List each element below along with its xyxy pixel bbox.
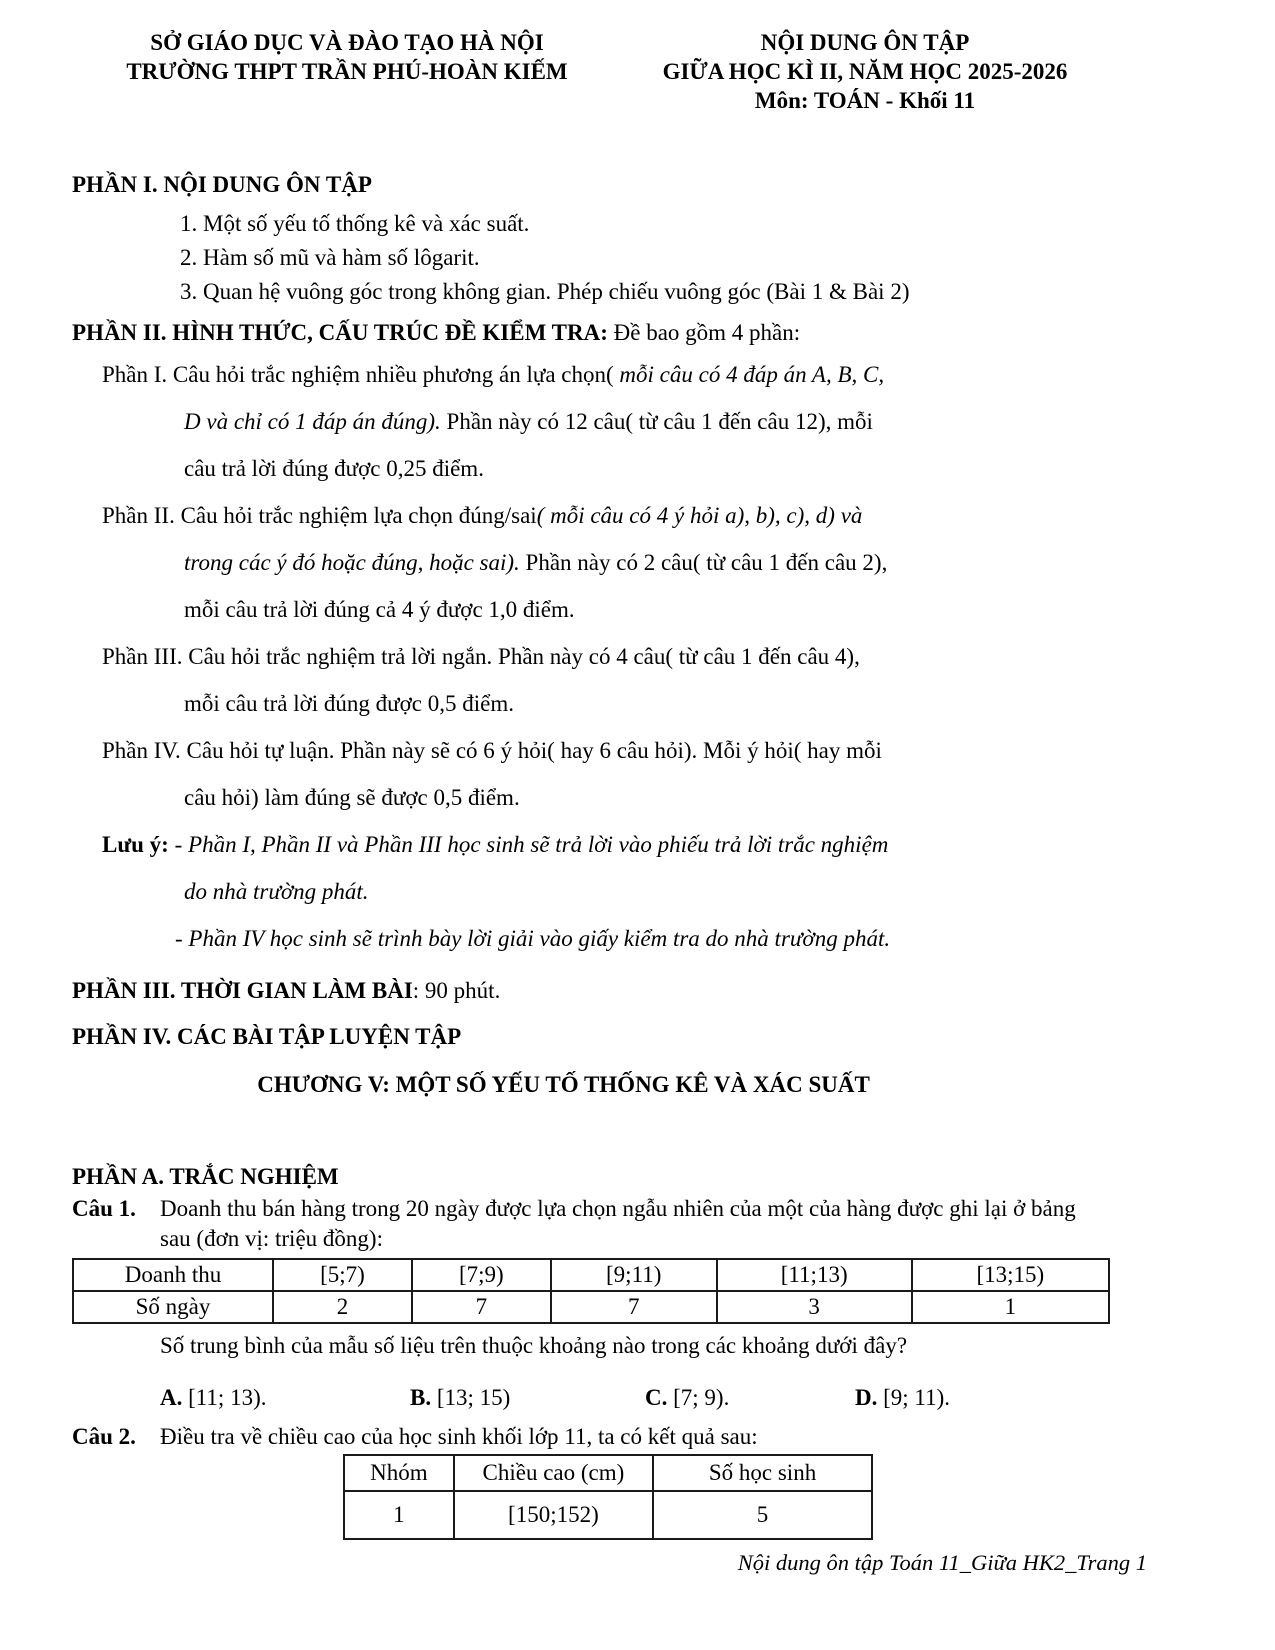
- header-school-block: [97, 28, 597, 115]
- section3-title-bold: PHẦN III. THỜI GIAN LÀM BÀI: [72, 978, 413, 1003]
- paragraph-line: [102, 351, 1205, 398]
- text-run-italic: Phần I, Phần II và Phần III học sinh sẽ trả lời vào phiếu trả lời trắc nghiệm: [188, 832, 889, 857]
- section2-title-rest: Đề bao gồm 4 phần:: [607, 320, 801, 345]
- table-header-row: [344, 1455, 872, 1491]
- section4-title: PHẦN IV. CÁC BÀI TẬP LUYỆN TẬP: [72, 1024, 462, 1049]
- note-line: [184, 868, 1205, 915]
- option-d: [855, 1378, 950, 1418]
- header-doc-subject: Môn: TOÁN - Khối 11: [754, 88, 976, 113]
- question-1-text-line: Doanh thu bán hàng trong 20 ngày được lựa chọn ngẫu nhiên của một của hàng được ghi lại ở bảng: [160, 1196, 1076, 1221]
- table-row: [344, 1491, 872, 1539]
- text-run-italic: D và chỉ có 1 đáp án đúng).: [184, 409, 441, 434]
- note-line: [175, 915, 1205, 962]
- option-d-value: [9; 11).: [877, 1385, 950, 1410]
- table-row: [73, 1291, 1109, 1323]
- note-line: [102, 821, 1205, 868]
- section2-title-bold: PHẦN II. HÌNH THỨC, CẤU TRÚC ĐỀ KIỂM TRA:: [72, 320, 608, 345]
- paragraph-line: [184, 398, 1205, 445]
- table-cell: 5: [653, 1491, 872, 1539]
- question-1: [72, 1194, 1205, 1254]
- option-b-value: [13; 15): [431, 1385, 511, 1410]
- section2-title: [72, 315, 1205, 351]
- question-2-text: Điều tra về chiều cao của học sinh khối lớp 11, ta có kết quả sau:: [160, 1424, 758, 1449]
- paragraph-line: [102, 492, 1205, 539]
- table-cell: [5;7): [273, 1259, 412, 1291]
- header-department: SỞ GIÁO DỤC VÀ ĐÀO TẠO HÀ NỘI: [150, 30, 544, 55]
- question-1-options: [160, 1378, 1205, 1418]
- paragraph-line: [184, 445, 1205, 492]
- question-2-label: Câu 2.: [72, 1424, 136, 1449]
- question-2: [72, 1422, 1205, 1452]
- text-run: câu trả lời đúng được 0,25 điểm.: [184, 456, 484, 481]
- header-doc-title: NỘI DUNG ÔN TẬP: [760, 30, 970, 55]
- table-header-cell: Nhóm: [344, 1455, 454, 1491]
- table-row: [73, 1259, 1109, 1291]
- question-1-text-line: sau (đơn vị: triệu đồng):: [160, 1226, 383, 1251]
- text-run: Phần IV. Câu hỏi tự luận. Phần này sẽ có 6 ý hỏi( hay 6 câu hỏi). Mỗi ý hỏi( hay mỗi: [102, 738, 882, 763]
- table-cell: [150;152): [454, 1491, 653, 1539]
- table-cell: Doanh thu: [73, 1259, 273, 1291]
- list-item: 3. Quan hệ vuông góc trong không gian. Phép chiếu vuông góc (Bài 1 & Bài 2): [180, 279, 910, 304]
- page-footer: Nội dung ôn tập Toán 11_Giữa HK2_Trang 1: [737, 1550, 1147, 1575]
- text-run: Phần này có 12 câu( từ câu 1 đến câu 12), mỗi: [440, 409, 873, 434]
- text-run: mỗi câu trả lời đúng được 0,5 điểm.: [184, 691, 514, 716]
- text-run-italic: - Phần IV học sinh sẽ trình bày lời giải vào giấy kiểm tra do nhà trường phát.: [175, 926, 891, 951]
- document-header: [72, 28, 1205, 115]
- table-cell: 1: [344, 1491, 454, 1539]
- table-cell: Số ngày: [73, 1291, 273, 1323]
- paragraph-line: [102, 727, 1205, 774]
- table-cell: [11;13): [717, 1259, 912, 1291]
- table-cell: 7: [551, 1291, 717, 1323]
- text-run-italic: trong các ý đó hoặc đúng, hoặc sai).: [184, 550, 520, 575]
- text-run-italic: mỗi câu có 4 đáp án A, B, C,: [613, 362, 885, 387]
- text-run: Phần II. Câu hỏi trắc nghiệm lựa chọn đúng/sai: [102, 503, 537, 528]
- header-title-block: [640, 28, 1090, 115]
- text-run: Phần này có 2 câu( từ câu 1 đến câu 2),: [519, 550, 888, 575]
- section3-title-rest: : 90 phút.: [412, 978, 501, 1003]
- question-1-data-table: [72, 1258, 1110, 1324]
- section3-title: [72, 972, 1205, 1010]
- option-a-label: A.: [160, 1385, 183, 1410]
- text-run-italic: do nhà trường phát.: [184, 879, 369, 904]
- text-run: -: [168, 832, 189, 857]
- table-header-cell: Chiều cao (cm): [454, 1455, 653, 1491]
- paragraph-line: [102, 633, 1205, 680]
- text-run: mỗi câu trả lời đúng cả 4 ý được 1,0 điểm.: [184, 597, 575, 622]
- table-header-cell: Số học sinh: [653, 1455, 872, 1491]
- section1-list: [72, 207, 1205, 309]
- table-cell: 3: [717, 1291, 912, 1323]
- chapter-title: CHƯƠNG V: MỘT SỐ YẾU TỐ THỐNG KÊ VÀ XÁC SUẤT: [257, 1072, 870, 1097]
- text-run-italic: ( mỗi câu có 4 ý hỏi a), b), c), d) và: [536, 503, 863, 528]
- table-cell: 7: [412, 1291, 551, 1323]
- section1-title: PHẦN I. NỘI DUNG ÔN TẬP: [72, 172, 372, 197]
- text-run: câu hỏi) làm đúng sẽ được 0,5 điểm.: [184, 785, 520, 810]
- sectionA-title: PHẦN A. TRẮC NGHIỆM: [72, 1164, 339, 1189]
- table-cell: [9;11): [551, 1259, 717, 1291]
- paragraph-line: [184, 680, 1205, 727]
- table-cell: 2: [273, 1291, 412, 1323]
- list-item: 1. Một số yếu tố thống kê và xác suất.: [180, 211, 530, 236]
- option-d-label: D.: [855, 1385, 878, 1410]
- question-1-prompt: Số trung bình của mẫu số liệu trên thuộc khoảng nào trong các khoảng dưới đây?: [160, 1333, 908, 1358]
- option-a: [160, 1378, 410, 1418]
- paragraph-line: [184, 539, 1205, 586]
- option-b: [410, 1378, 645, 1418]
- paragraph-line: [184, 774, 1205, 821]
- table-cell: 1: [912, 1291, 1109, 1323]
- header-doc-term: GIỮA HỌC KÌ II, NĂM HỌC 2025-2026: [662, 59, 1068, 84]
- option-c-label: C.: [645, 1385, 668, 1410]
- option-a-value: [11; 13).: [182, 1385, 267, 1410]
- paragraph-line: [184, 586, 1205, 633]
- question-2-data-table: [343, 1454, 873, 1540]
- question-1-text: [160, 1194, 1205, 1254]
- option-b-label: B.: [410, 1385, 432, 1410]
- header-school-name: TRƯỜNG THPT TRẦN PHÚ-HOÀN KIẾM: [126, 59, 568, 84]
- text-run: Phần I. Câu hỏi trắc nghiệm nhiều phương án lựa chọn(: [102, 362, 614, 387]
- table-cell: [13;15): [912, 1259, 1109, 1291]
- list-item: 2. Hàm số mũ và hàm số lôgarit.: [180, 245, 480, 270]
- text-run: Phần III. Câu hỏi trắc nghiệm trả lời ngắn. Phần này có 4 câu( từ câu 1 đến câu 4),: [102, 644, 860, 669]
- note-label: Lưu ý:: [102, 832, 169, 857]
- question-1-label: Câu 1.: [72, 1196, 136, 1221]
- option-c: [645, 1378, 855, 1418]
- table-cell: [7;9): [412, 1259, 551, 1291]
- option-c-value: [7; 9).: [667, 1385, 730, 1410]
